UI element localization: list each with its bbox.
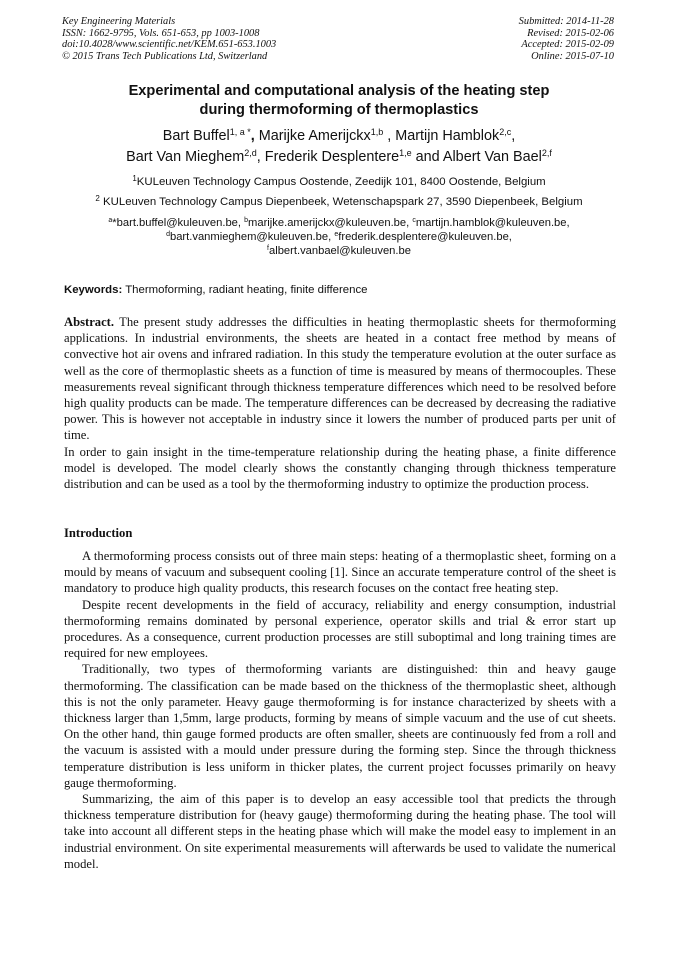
paper-title [60, 82, 618, 120]
author-name: Martijn Hamblok [395, 128, 500, 144]
affiliation-2 [40, 196, 638, 208]
author-affiliation-sup: 1,b [370, 127, 384, 137]
abstract-paragraph-2: In order to gain insight in the time-temperature relationship during the heating phase, a finite difference model is developed. The model clearly shows the constantly changing through thickness temperature distribution and can be used as a tool by the thermoforming industry to optimize the production process. [64, 444, 616, 492]
date-accepted: Accepted: 2015-02-09 [521, 39, 614, 51]
keywords-text: Thermoforming, radiant heating, finite difference [125, 284, 368, 296]
affiliation-sup: 1 [132, 174, 137, 183]
keywords-label: Keywords: [64, 284, 123, 296]
journal-issn: ISSN: 1662-9795, Vols. 651-653, pp 1003-1008 [62, 27, 260, 39]
author-name: Bart Buffel [162, 128, 230, 144]
email-sup: e [334, 231, 339, 238]
affiliation-sup: 2 [95, 194, 100, 203]
introduction-paragraph: Summarizing, the aim of this paper is to develop an easy accessible tool that predicts the through thickness temperature distribution for (heavy gauge) thermoforming during the heating phase. The tool will take into account all different steps in the heating phase which will make the model easy to implement in an industrial environment. On site experimental measurements will afterwards be used to validate the numerical model. [64, 792, 616, 871]
journal-name: Key Engineering Materials [62, 16, 176, 27]
author-line-2: Bart Van Mieghem$^{2,d}$, Frederik Desplentere$^{1,e}$ and Albert Van Bael$^{2,f}$ [126, 148, 552, 165]
author-affiliation-sup: 2,f [541, 148, 552, 158]
author-affiliation-sup: 1,e [399, 148, 412, 158]
author-affiliation-sup: 1, a * [229, 127, 251, 137]
author-affiliation-sup: 2,d [244, 148, 257, 158]
email-link[interactable]: bart.vanmieghem@kuleuven.be, [169, 231, 332, 243]
introduction-paragraph: A thermoforming process consists out of three main steps: heating of a thermoplastic sheet, forming on a mould by means of vacuum and subsequent cooling [1]. Since an accurate temperature control of the sheet is mandatory to produce high quality products, this research focuses on the contact free heating step. [64, 549, 616, 596]
author-name: Bart Van Mieghem [126, 149, 245, 165]
author-name: Marijke Amerijckx [258, 128, 371, 144]
email-line-2 [40, 230, 638, 244]
author-name: Frederik Desplentere [264, 149, 400, 165]
affiliation-text: KULeuven Technology Campus Diepenbeek, Wetenschapspark 27, 3590 Diepenbeek, Belgium [103, 196, 583, 208]
affiliation-1 [40, 176, 638, 188]
email-link[interactable]: *bart.buffel@kuleuven.be, [112, 217, 242, 229]
date-online: Online: 2015-07-10 [531, 50, 614, 62]
author-name: Albert Van Bael [442, 149, 542, 165]
email-line-1 [40, 216, 638, 230]
author-list [40, 126, 638, 168]
introduction-body [64, 548, 616, 872]
section-heading-introduction: Introduction [64, 526, 133, 540]
abstract-text: The present study addresses the difficulties in heating thermoplastic sheets for thermoforming applications. In industrial environments, the sheets are heated in a contact free method by means of convective hot air ovens and infrared radiation. In this study the temperature evolution at the outer surface as well as the core of thermoplastic sheets as a function of time is measured by means of thermocouples. These measurements reveal significant through thickness temperature differences which need to be resolved before high quality products can be made. The temperature differences can be decreased by decreasing the radiative power. This is however not acceptable in industry since it lowers the number of produced parts per unit of time. [64, 315, 617, 443]
email-sup: c [412, 217, 416, 224]
email-sup: a [108, 217, 113, 224]
keywords [64, 284, 616, 296]
date-revised: Revised: 2015-02-06 [527, 27, 614, 39]
journal-info [62, 16, 276, 62]
email-sup: b [244, 217, 249, 224]
email-link[interactable]: marijke.amerijckx@kuleuven.be, [248, 217, 410, 229]
email-line-3 [40, 244, 638, 258]
author-line-1: Bart Buffel$^{1, a *}$, Marijke Amerijckx$^{1,b}$ , Martijn Hamblok$^{2,c}$, [162, 127, 516, 144]
title-line-1: Experimental and computational analysis of the heating step [128, 83, 550, 99]
date-submitted: Submitted: 2014-11-28 [518, 16, 614, 27]
abstract [64, 314, 616, 492]
email-link[interactable]: frederik.desplentere@kuleuven.be, [338, 231, 512, 243]
journal-doi: doi:10.4028/www.scientific.net/KEM.651-653.1003 [62, 39, 277, 51]
publication-dates [519, 16, 614, 62]
abstract-label: Abstract. [64, 315, 115, 329]
abstract-paragraph-1 [64, 314, 616, 444]
introduction-paragraph: Traditionally, two types of thermoforming variants are distinguished: thin and heavy gauge thermoforming. The classification can be made based on the thickness of the thermoplastic sheet, although this is not the only parameter. Heavy gauge thermoforming is for instance characterized by sheets with a thickness larger than 1,5mm, large products, forming by means of simple vacuum and the use of cut sheets. On the other hand, thin gauge formed products are often smaller, sheets are continuously fed from a roll and the vacuum is assisted with a mould under pressure during the forming step. Since the through thickness temperature distribution is less uniform in thicker plates, the current project focusses primarily on heavy gauge thermoforming. [64, 662, 616, 790]
affiliation-text: KULeuven Technology Campus Oostende, Zeedijk 101, 8400 Oostende, Belgium [136, 176, 546, 188]
introduction-paragraph: Despite recent developments in the field of accuracy, reliability and energy consumption, industrial thermoforming remains dominated by personal experience, operator skills and trial & error start up procedures. As a consequence, current production processes are still suboptimal and long training times are required for new employees. [64, 597, 616, 661]
email-sup: f [267, 245, 269, 252]
author-affiliation-sup: 2,c [499, 127, 512, 137]
email-link[interactable]: albert.vanbael@kuleuven.be [268, 245, 411, 257]
journal-copyright: © 2015 Trans Tech Publications Ltd, Switzerland [62, 50, 268, 62]
title-line-2: during thermoforming of thermoplastics [199, 102, 479, 118]
email-list [40, 216, 638, 258]
email-link[interactable]: martijn.hamblok@kuleuven.be, [415, 217, 570, 229]
email-sup: d [166, 231, 170, 238]
